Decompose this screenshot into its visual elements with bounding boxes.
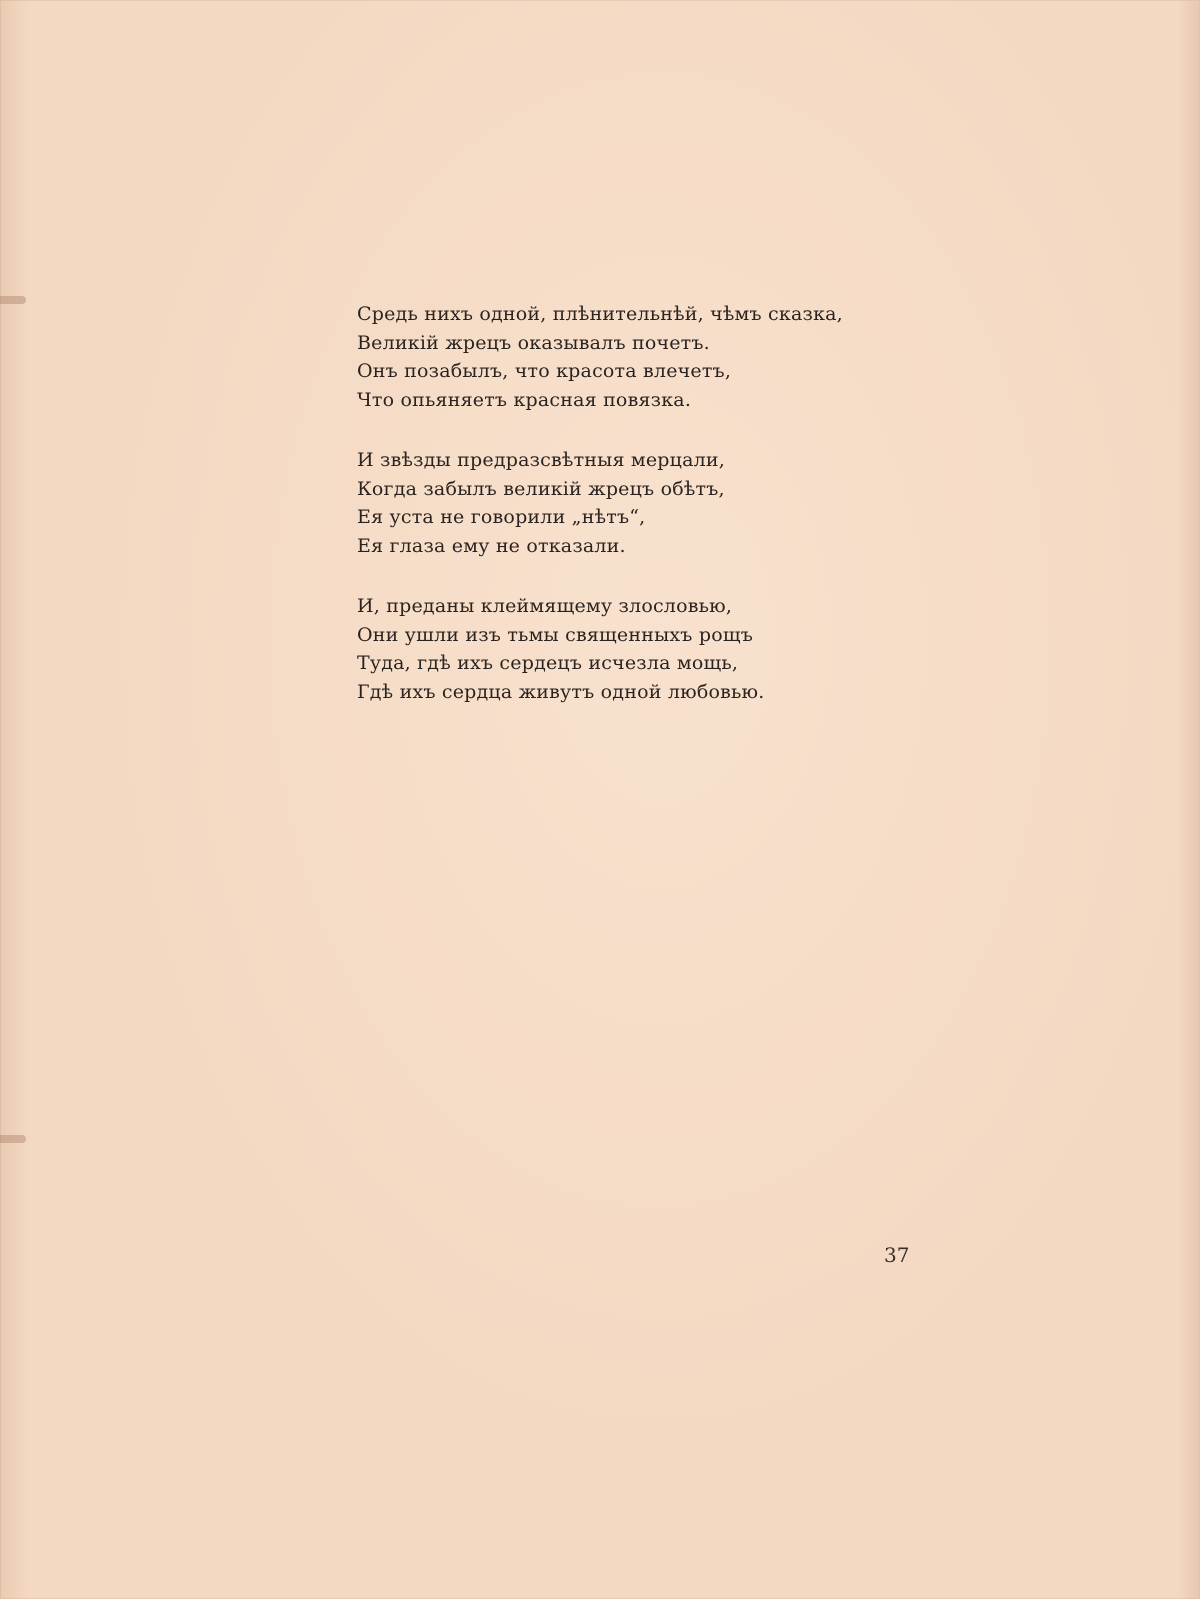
poem-line: Ея уста не говорили „нѣтъ“, xyxy=(357,506,646,528)
poem-line: Великій жрецъ оказывалъ почетъ. xyxy=(357,331,710,354)
poem-line: И звѣзды предразсвѣтныя мерцали, xyxy=(357,449,725,471)
poem-line: Ея глаза ему не отказали. xyxy=(357,534,626,557)
poem-line: Они ушли изъ тьмы священныхъ рощъ xyxy=(357,623,753,646)
poem-line: И, преданы клеймящему злословью, xyxy=(357,595,733,617)
poem-line: Что опьяняетъ красная повязка. xyxy=(357,388,692,411)
stanza-2 xyxy=(357,446,917,560)
stanza-3 xyxy=(357,592,917,706)
poem-line: Онъ позабылъ, что красота влечетъ, xyxy=(357,360,732,382)
poem-line: Когда забылъ великій жрецъ обѣтъ, xyxy=(357,477,725,500)
page-number: 37 xyxy=(884,1243,910,1267)
poem-text xyxy=(357,300,917,738)
binding-tear-mark xyxy=(0,296,26,304)
stanza-1 xyxy=(357,300,917,414)
page-edge-shadow xyxy=(1178,0,1200,1599)
binding-tear-mark xyxy=(0,1135,26,1143)
poem-line: Гдѣ ихъ сердца живутъ одной любовью. xyxy=(357,680,765,703)
poem-line: Средь нихъ одной, плѣнительнѣй, чѣмъ сказка, xyxy=(357,303,843,325)
poem-line: Туда, гдѣ ихъ сердецъ исчезла мощь, xyxy=(357,652,739,674)
